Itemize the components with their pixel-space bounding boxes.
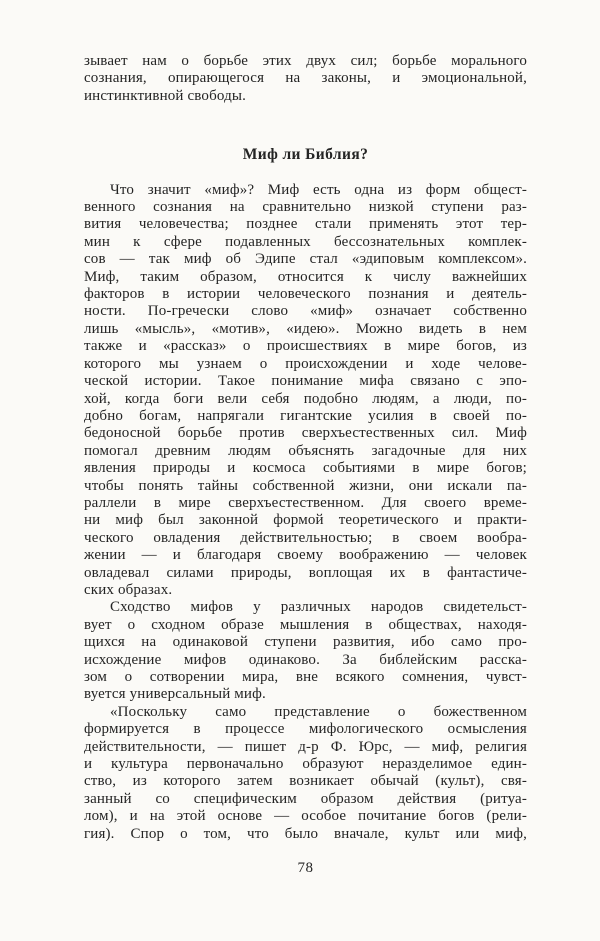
text-line: раллели в мире сверхъестественном. Для своего време- [84,494,527,511]
text-line: действительности, — пишет д-р Ф. Юрс, — миф, религия [84,738,527,755]
text-line: инстинктивной свободы. [84,87,246,104]
text-line: факторов в истории человеческого познания и деятель- [84,286,527,303]
page-number: 78 [297,860,314,877]
text-line: вития человечества; позднее стали применять этот тер- [84,216,527,233]
text-line: сознания, опирающегося на законы, и эмоциональной, [84,70,527,87]
text-line: жении — и благодаря своему воображению — человек [84,547,527,564]
text-line: «Поскольку само представление о божественном [110,703,527,720]
text-line: также и «рассказ» о происшествиях в мире богов, из [84,338,527,355]
text-line: бедоносной борьбе против сверхъестественных сил. Миф [84,425,527,442]
text-line: ности. По-гречески слово «миф» означает собственно [84,303,527,320]
text-line: занный со специфическим образом действия (ритуа- [84,790,527,807]
text-line: лом), и на этой основе — особое почитание богов (рели- [84,808,527,825]
text-line: ческого овладения действительностью; в своем вообра- [84,529,527,546]
text-line: вуется универсальный миф. [84,686,266,703]
text-line: ских образах. [84,581,173,598]
text-line: формируется в процессе мифологического осмысления [84,721,527,738]
text-line: ство, из которого затем возникает обычай (культ), свя- [84,773,527,790]
paragraph [84,53,527,105]
text-line: зом о сотворении мира, вне всякого сомнения, чувст- [84,669,527,685]
paragraph [84,182,527,600]
text-line: добно богам, напрягали гигантские усилия в своей по- [84,407,527,424]
text-line: которого мы узнаем о происхождении и ходе челове- [84,355,527,372]
text-line: щихся на одинаковой ступени развития, ибо само про- [84,634,527,651]
paragraph [84,599,527,703]
section-heading: Миф ли Библия? [242,146,369,164]
text-column [84,53,527,877]
text-line: Что значит «миф»? Миф есть одна из форм общест- [110,181,527,198]
text-line: Миф, таким образом, относится к числу важнейших [84,268,527,285]
text-line: гия). Спор о том, что было вначале, культ или миф, [84,825,527,842]
text-line: овладевал силами природы, воплощая их в фантастиче- [84,564,527,581]
text-line: помогал древним людям объяснять загадочные для них [84,442,527,459]
text-line: хой, когда боги вели себя подобно людям, а люди, по- [84,390,527,407]
text-line: ческой истории. Такое понимание мифа связано с эпо- [84,373,527,390]
text-line: ни миф был законной формой теоретического и практи- [84,512,527,529]
text-line: Сходство мифов у различных народов свидетельст- [110,599,527,616]
text-line: и культура первоначально образуют неразделимое един- [84,756,527,773]
paragraph [84,704,527,843]
text-line: исхождение мифов одинаково. За библейским расска- [84,651,527,668]
text-line: сов — так миф об Эдипе стал «эдиповым комплексом». [84,251,527,268]
text-line: явления природы и космоса событиями в мире богов; [84,460,527,477]
text-line: зывает нам о борьбе этих двух сил; борьбе морального [84,53,527,69]
text-line: чтобы понять тайны собственной жизни, они искали па- [84,477,527,494]
text-line: мин к сфере подавленных бессознательных комплек- [84,233,527,250]
text-line: лишь «мысль», «мотив», «идею». Можно видеть в нем [84,320,527,337]
text-line: венного сознания на сравнительно низкой ступени раз- [84,199,527,216]
text-line: вует о сходном образе мышления в обществах, находя- [84,616,527,633]
